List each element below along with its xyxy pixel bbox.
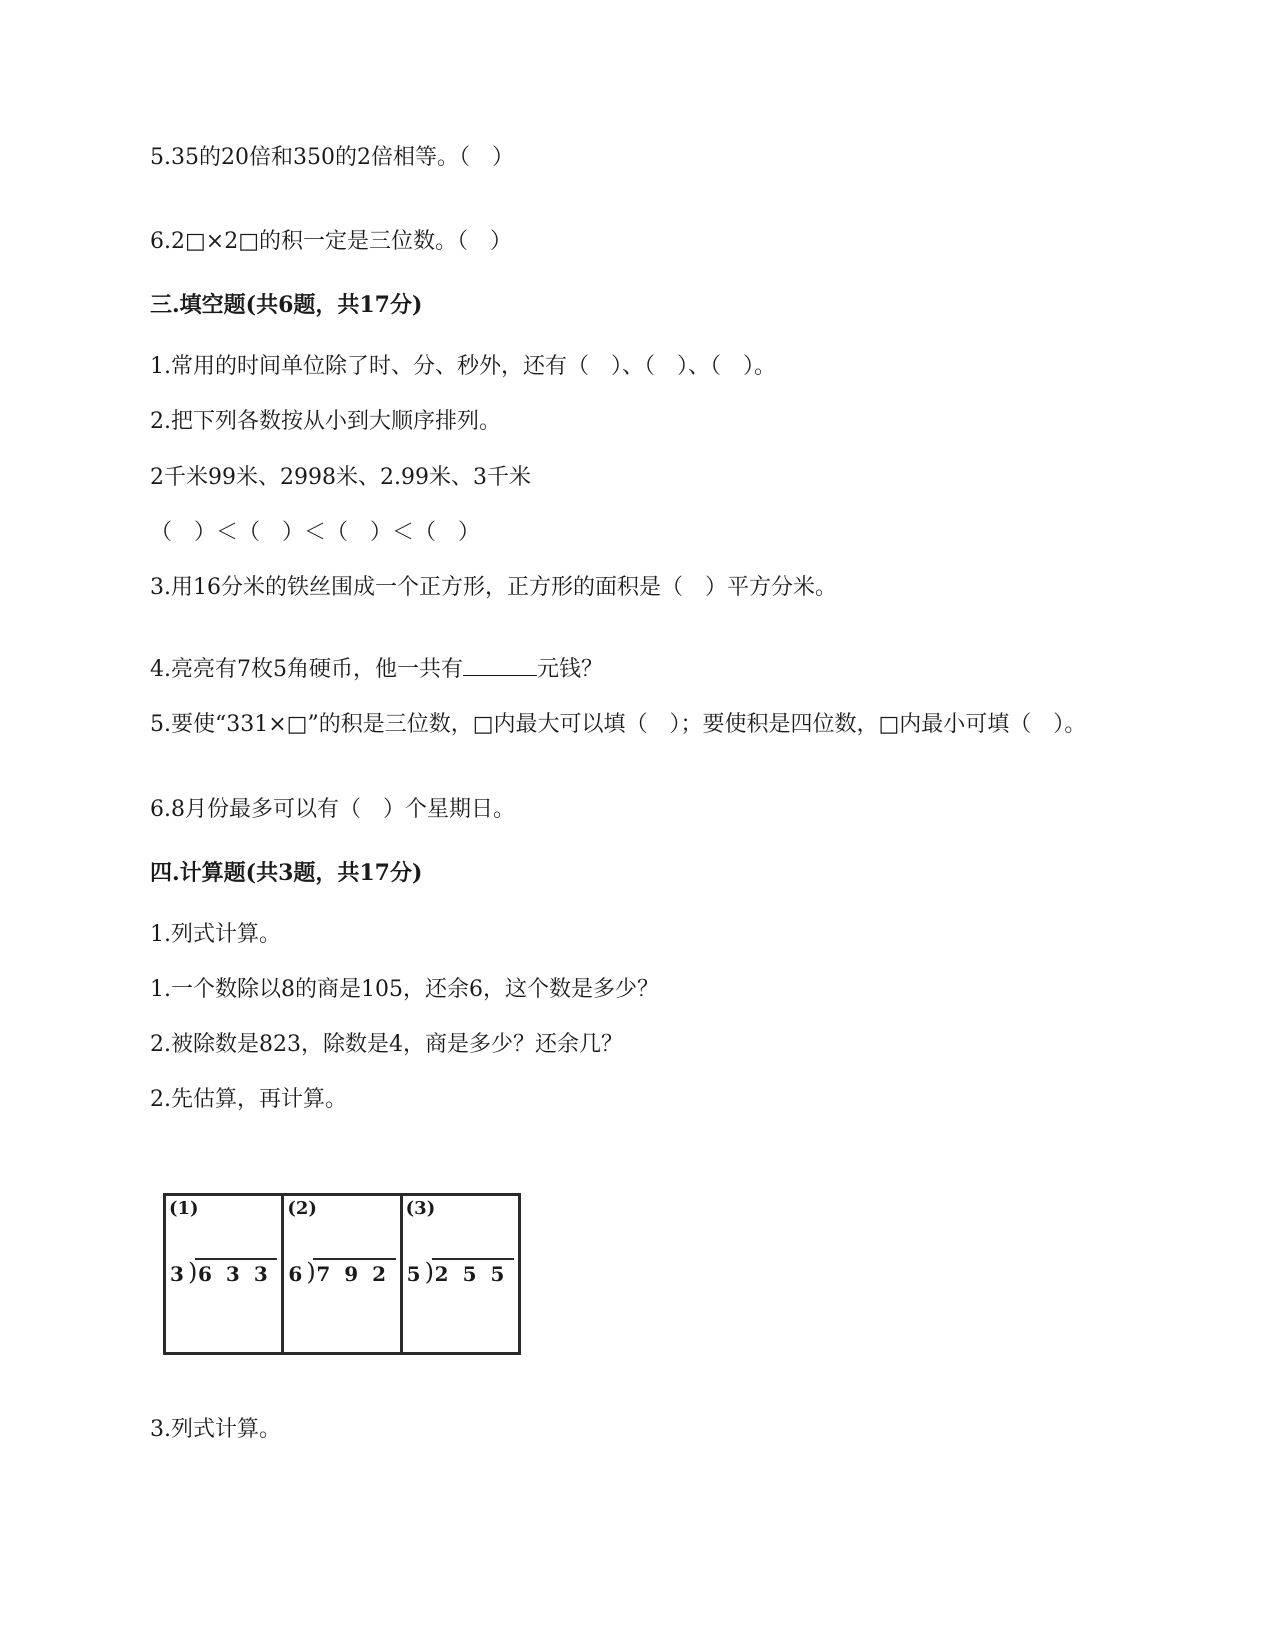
division-bracket: ) [424, 1258, 435, 1286]
q4-1-a: 1.一个数除以8的商是105，还余6，这个数是多少？ [150, 977, 659, 1002]
division-bracket: ) [306, 1258, 316, 1286]
problem-label: (1) [169, 1198, 199, 1219]
division-cell [403, 1196, 518, 1352]
q4-3: 3.列式计算。 [150, 1417, 281, 1442]
q3-4 [150, 655, 603, 685]
division-bar [432, 1258, 514, 1260]
division-bar [313, 1258, 395, 1260]
q4-1: 1.列式计算。 [150, 922, 281, 947]
division-cell [284, 1196, 402, 1352]
division-bar [195, 1258, 277, 1260]
division-bracket: ) [188, 1258, 198, 1286]
division-cell [166, 1196, 284, 1352]
problem-label: (2) [287, 1198, 317, 1219]
q3-4-text: 4.亮亮有7枚5角硬币，他一共有 [150, 657, 463, 682]
q3-2-values: 2千米99米、2998米、2.99米、3千米 [150, 465, 531, 490]
q2-5: 5.35的20倍和350的2倍相等。（ ） [150, 145, 514, 170]
dividend: 792 [316, 1262, 401, 1286]
q4-1-b: 2.被除数是823，除数是4，商是多少？还余几？ [150, 1032, 623, 1057]
q2-6: 6.2□×2□的积一定是三位数。（ ） [150, 229, 512, 254]
q3-3: 3.用16分米的铁丝围成一个正方形，正方形的面积是（ ）平方分米。 [150, 575, 837, 600]
section-4-title: 四.计算题(共3题，共17分) [150, 860, 423, 886]
q3-6: 6.8月份最多可以有（ ）个星期日。 [150, 797, 515, 822]
q3-2-blanks: （ ）＜（ ）＜（ ）＜（ ） [150, 520, 481, 545]
q4-2: 2.先估算，再计算。 [150, 1087, 347, 1112]
divisor: 6 [288, 1262, 303, 1286]
long-division-table [163, 1193, 521, 1355]
section-3-title: 三.填空题(共6题，共17分) [150, 292, 423, 318]
answer-blank [463, 655, 537, 676]
divisor: 5 [406, 1262, 421, 1286]
divisor: 3 [170, 1262, 184, 1286]
dividend: 255 [434, 1262, 519, 1286]
dividend: 633 [198, 1262, 282, 1286]
q3-1: 1.常用的时间单位除了时、分、秒外，还有（ ）、（ ）、（ ）。 [150, 354, 776, 379]
q3-5: 5.要使“331×□”的积是三位数，□内最大可以填（ ）；要使积是四位数，□内最小可填（ ）。 [150, 712, 1087, 737]
q3-4-text-after: 元钱？ [537, 657, 604, 682]
problem-label: (3) [405, 1198, 436, 1219]
q3-2: 2.把下列各数按从小到大顺序排列。 [150, 409, 501, 434]
